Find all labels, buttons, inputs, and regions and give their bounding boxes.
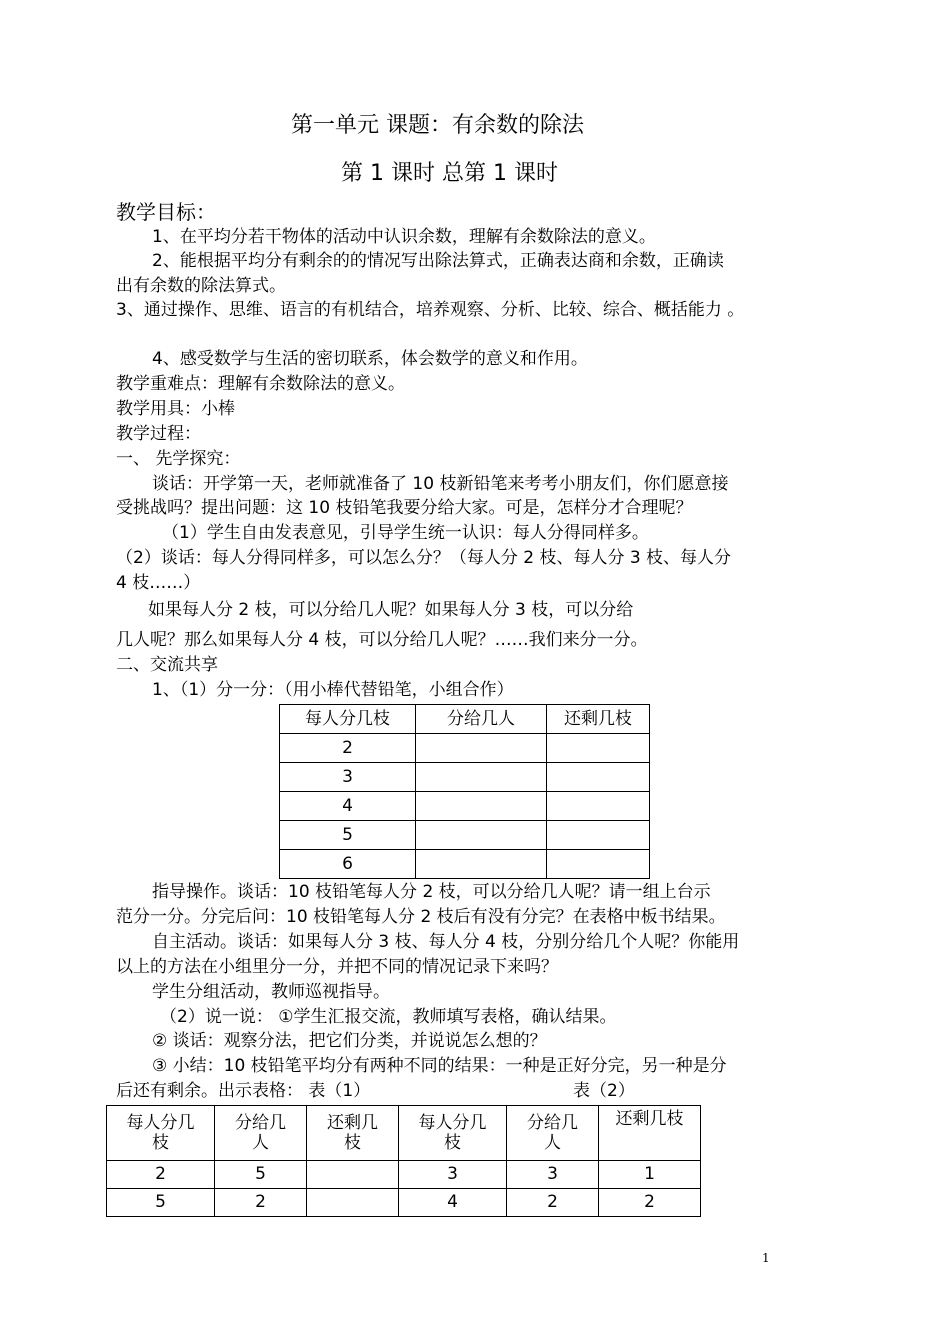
table-row	[280, 792, 650, 821]
table-row	[280, 821, 650, 850]
objective-4: 4、感受数学与生活的密切联系，体会数学的意义和作用。	[152, 349, 588, 369]
table-cell	[547, 792, 650, 821]
self-activity-line-2: 以上的方法在小组里分一分，并把不同的情况记录下来吗？	[116, 957, 558, 977]
header-text: 枝	[444, 1133, 461, 1153]
table-row	[107, 1189, 701, 1217]
page-number: 1	[762, 1251, 770, 1265]
header-text: 每人分几	[418, 1112, 487, 1133]
table-header-cell	[307, 1106, 399, 1161]
activity-1: 1、（1）分一分：（用小棒代替铅笔，小组合作）	[152, 680, 514, 700]
table-header-cell	[215, 1106, 307, 1161]
table-cell: 5	[280, 821, 416, 850]
header-text: 人	[252, 1133, 269, 1153]
objective-1: 1、在平均分若干物体的活动中认识余数，理解有余数除法的意义。	[152, 227, 656, 247]
table-2-label: 表（2）	[573, 1081, 635, 1101]
table-cell	[547, 850, 650, 879]
table-cell: 1	[599, 1161, 701, 1189]
step-2-line-2: 4 枝……）	[116, 573, 201, 593]
table-cell	[547, 821, 650, 850]
header-text: 人	[544, 1133, 561, 1153]
table-cell: 4	[399, 1189, 507, 1217]
table-cell	[547, 734, 650, 763]
table-cell: 5	[107, 1189, 215, 1217]
table-row	[280, 734, 650, 763]
table-header-cell	[599, 1106, 701, 1161]
table-cell: 2	[280, 734, 416, 763]
header-text: 枝	[152, 1133, 169, 1153]
table-cell: 2	[107, 1161, 215, 1189]
step-2-line-1: （2）谈话：每人分得同样多，可以怎么分？（每人分 2 枝、每人分 3 枝、每人分	[116, 548, 732, 568]
lesson-subtitle: 第 1 课时 总第 1 课时	[341, 161, 558, 186]
table-cell	[416, 734, 547, 763]
question-line-2: 几人呢？那么如果每人分 4 枝，可以分给几人呢？……我们来分一分。	[116, 630, 648, 650]
header-text: 还剩几	[327, 1112, 378, 1133]
table-cell	[416, 821, 547, 850]
table-cell: 5	[215, 1161, 307, 1189]
table-row	[280, 763, 650, 792]
table-header-cell: 每人分几枝	[280, 705, 416, 734]
header-text: 枝	[344, 1133, 361, 1153]
question-line-1: 如果每人分 2 枝，可以分给几人呢？如果每人分 3 枝，可以分给	[148, 600, 634, 620]
header-text: 每人分几	[126, 1112, 195, 1133]
part-2-heading: 二、交流共享	[116, 655, 218, 675]
guide-line-2: 范分一分。分完后问：10 枝铅笔每人分 2 枝后有没有分完？在表格中板书结果。	[116, 907, 726, 927]
talk-line-1: 谈话：开学第一天，老师就准备了 10 枝新铅笔来考考小朋友们，你们愿意接	[152, 474, 729, 494]
header-text: 还剩几枝	[615, 1109, 684, 1129]
objective-3: 3、通过操作、思维、语言的有机结合，培养观察、分析、比较、综合、概括能力 。	[116, 300, 745, 320]
table-cell: 2	[215, 1189, 307, 1217]
table-header-cell	[107, 1106, 215, 1161]
say-step-1: （2）说一说： ①学生汇报交流，教师填写表格，确认结果。	[160, 1007, 617, 1027]
objective-2-line-1: 2、能根据平均分有剩余的的情况写出除法算式，正确表达商和余数，正确读	[152, 251, 724, 271]
table-cell: 4	[280, 792, 416, 821]
step-1: （1）学生自由发表意见，引导学生统一认识：每人分得同样多。	[162, 523, 649, 543]
table-header-cell	[507, 1106, 599, 1161]
table-cell: 3	[280, 763, 416, 792]
table-cell: 3	[399, 1161, 507, 1189]
table-cell	[307, 1161, 399, 1189]
summary-line-2: 后还有剩余。出示表格： 表（1）	[116, 1081, 371, 1101]
table-header-row	[280, 705, 650, 734]
table-header-cell: 还剩几枝	[547, 705, 650, 734]
table-cell	[416, 763, 547, 792]
table-row	[280, 850, 650, 879]
objectives-heading: 教学目标：	[116, 200, 216, 224]
key-points: 教学重难点：理解有余数除法的意义。	[116, 374, 405, 394]
table-cell: 6	[280, 850, 416, 879]
teaching-tools: 教学用具：小棒	[116, 399, 235, 419]
part-1-heading: 一、 先学探究：	[116, 449, 241, 469]
division-table-2	[106, 1105, 701, 1217]
table-cell: 2	[507, 1189, 599, 1217]
teaching-process: 教学过程：	[116, 424, 201, 444]
table-cell	[547, 763, 650, 792]
summary-line-1: ③ 小结：10 枝铅笔平均分有两种不同的结果：一种是正好分完，另一种是分	[152, 1056, 727, 1076]
table-header-cell	[399, 1106, 507, 1161]
group-activity: 学生分组活动，教师巡视指导。	[152, 982, 390, 1002]
objective-2-line-2: 出有余数的除法算式。	[116, 276, 286, 296]
table-cell	[307, 1189, 399, 1217]
table-cell	[416, 850, 547, 879]
division-table-1	[279, 704, 650, 879]
guide-line-1: 指导操作。谈话：10 枝铅笔每人分 2 枝，可以分给几人呢？请一组上台示	[152, 882, 711, 902]
header-text: 分给几	[235, 1112, 286, 1133]
table-row	[107, 1161, 701, 1189]
table-cell: 2	[599, 1189, 701, 1217]
table-cell: 3	[507, 1161, 599, 1189]
table-header-row	[107, 1106, 701, 1161]
table-cell	[416, 792, 547, 821]
self-activity-line-1: 自主活动。谈话：如果每人分 3 枝、每人分 4 枝，分别分给几个人呢？你能用	[152, 932, 740, 952]
say-step-2: ② 谈话：观察分法，把它们分类，并说说怎么想的？	[152, 1031, 547, 1051]
page-title: 第一单元 课题：有余数的除法	[291, 113, 584, 138]
table-header-cell: 分给几人	[416, 705, 547, 734]
header-text: 分给几	[527, 1112, 578, 1133]
talk-line-2: 受挑战吗？提出问题：这 10 枝铅笔我要分给大家。可是，怎样分才合理呢？	[116, 498, 693, 518]
